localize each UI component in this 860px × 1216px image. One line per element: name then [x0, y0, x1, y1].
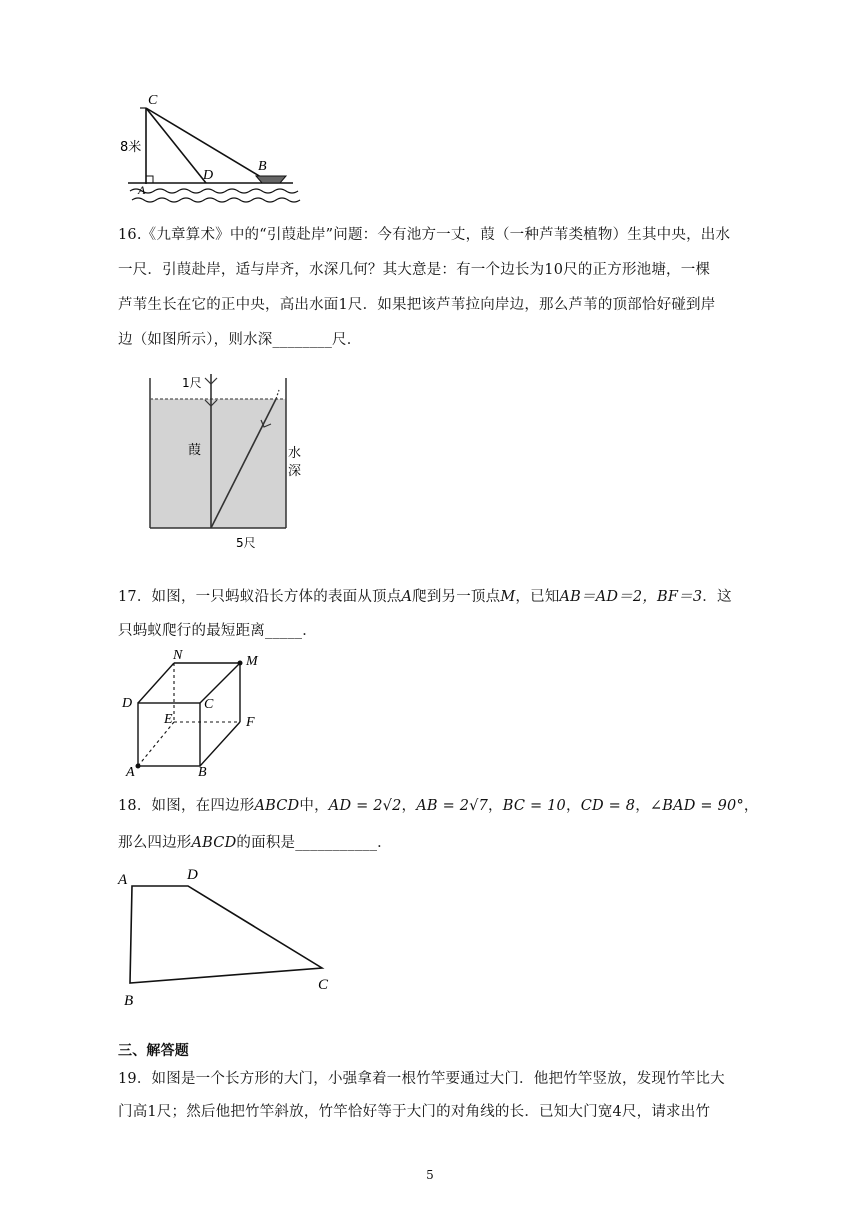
- label-jia: 葭: [188, 443, 202, 458]
- math-angle: ∠BAD = 90°: [649, 798, 744, 814]
- label-c: C: [318, 977, 329, 993]
- label-a: A: [138, 183, 146, 197]
- math-bc: BC = 10: [502, 798, 566, 814]
- label-c: C: [204, 697, 214, 712]
- math-cd: CD = 8: [580, 798, 636, 814]
- q18-line-1: 18．如图，在四边形ABCD中，AD = 2√2，AB = 2√7，BC = 10，CD = 8，∠BAD = 90°，: [118, 798, 759, 814]
- q16-line-2: 一尺．引葭赴岸，适与岸齐，水深几何？其大意是：有一个边长为10尺的正方形池塘，一棵: [118, 262, 711, 278]
- q19-line-1: 19．如图是一个长方形的大门，小强拿着一根竹竿要通过大门．他把竹竿竖放，发现竹竿比大: [118, 1071, 725, 1087]
- label-e: E: [164, 712, 173, 727]
- figure-17-cuboid: [118, 646, 278, 780]
- figure-18-quadrilateral: [112, 862, 342, 1012]
- label-n: N: [173, 648, 183, 663]
- label-a: A: [118, 872, 128, 888]
- label-d: D: [187, 867, 198, 883]
- math-ad: AD = 2√2: [328, 798, 402, 814]
- q16-line-3: 芦苇生长在它的正中央，高出水面1尺．如果把该芦苇拉向岸边，那么芦苇的顶部恰好碰到岸: [118, 297, 716, 313]
- label-a: A: [126, 765, 135, 780]
- label-b: B: [258, 159, 267, 174]
- q17-line-2: 只蚂蚁爬行的最短距离_____．: [118, 623, 317, 639]
- q16-line-1: 16.《九章算术》中的“引葭赴岸”问题：今有池方一丈，葭（一种芦苇类植物）生其中央，出水: [118, 227, 731, 243]
- label-1chi: 1尺: [182, 376, 202, 390]
- label-m: M: [246, 654, 258, 669]
- label-b: B: [124, 993, 134, 1009]
- q17-line-1: 17．如图，一只蚂蚁沿长方体的表面从顶点A爬到另一顶点M，已知AB＝AD＝2，BF＝3．这: [118, 589, 732, 605]
- page-number: 5: [426, 1168, 434, 1182]
- label-d: D: [203, 168, 214, 183]
- label-8m: 8米: [120, 140, 142, 155]
- label-d: D: [122, 696, 133, 711]
- figure-15-ladder: [118, 88, 318, 208]
- section-heading: 三、解答题: [118, 1043, 189, 1059]
- label-c: C: [148, 93, 158, 108]
- label-shui: 水: [288, 446, 302, 461]
- q16-line-4: 边（如图所示），则水深________尺．: [118, 332, 362, 348]
- label-b: B: [198, 765, 207, 780]
- label-5chi: 5尺: [236, 536, 256, 550]
- math-ab: AB = 2√7: [416, 798, 489, 814]
- figure-16-reed-pond: [140, 370, 320, 550]
- label-f: F: [246, 715, 255, 730]
- q18-line-2: 那么四边形ABCD的面积是___________．: [118, 835, 392, 851]
- q19-line-2: 门高1尺；然后他把竹竿斜放，竹竿恰好等于大门的对角线的长．已知大门宽4尺，请求出竹: [118, 1104, 711, 1120]
- label-shen: 深: [288, 464, 302, 479]
